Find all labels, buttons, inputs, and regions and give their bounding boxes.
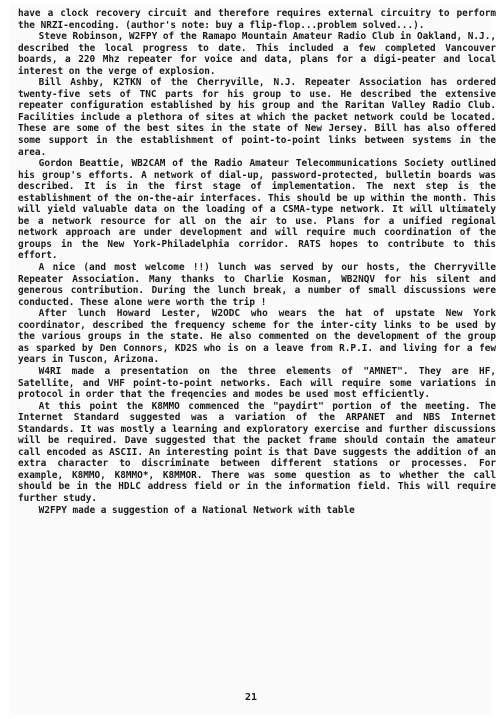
paragraph: Bill Ashby, K2TKN of the Cherryville, N.J. Repeater Association has ordered twenty-five sets of TNC parts for his group to use. He described the extensive repeater configuration established by his group and the Raritan Valley Radio Club. Facilities include a plethora of sites at which the packet network could be located. These are some of the best sites in the state of New Jersey. Bill has also offered some support in the establishment of point-to-point links between systems in the area. — [18, 77, 496, 158]
paragraph: Steve Robinson, W2FPY of the Ramapo Mountain Amateur Radio Club in Oakland, N.J., described the local progress to date. This included a few completed Vancouver boards, a 220 Mhz repeater for voice and data, plans for a digi-peater and local interest on the verge of explosion. — [18, 31, 496, 77]
paragraph: After lunch Howard Lester, W2ODC who wears the hat of upstate New York coordinator, described the frequency scheme for the inter-city links to be used by the various groups in the state. He also commented on the development of the group as sparked by Den Connors, KD2S who is on a leave from R.P.I. and living for a few years in Tuscon, Arizona. — [18, 308, 496, 366]
body-text — [18, 8, 496, 516]
page-number: 21 — [244, 692, 258, 703]
paragraph: have a clock recovery circuit and therefore requires external circuitry to perform the NRZI-encoding. (author's note: buy a flip-flop...problem solved...). — [18, 8, 496, 31]
paragraph: A nice (and most welcome !!) lunch was served by our hosts, the Cherryville Repeater Association. Many thanks to Charlie Kosman, WB2NQV for his silent and generous contribution. During the lunch break, a number of small discussions were conducted. These alone were worth the trip ! — [18, 262, 496, 308]
paragraph: At this point the K8MMO commenced the "paydirt" portion of the meeting. The Internet Standard suggested was a variation of the ARPANET and NBS Internet Standards. It was mostly a learning and exploratory exercise and further discussions will be required. Dave suggested that the packet frame should contain the amateur call encoded as ASCII. An interesting point is that Dave suggests the addition of an extra character to discriminate between different stations or processes. For example, K8MMO, K8MMO*, K8MMOR. There was some question as to whether the call should be in the HDLC address field or in the information field. This will require further study. — [18, 400, 496, 504]
document-page — [10, 4, 496, 715]
paragraph: Gordon Beattie, WB2CAM of the Radio Amateur Telecommunications Society outlined his group's efforts. A network of dial-up, password-protected, bulletin boards was described. It is in the first stage of implementation. The next step is the establishment of the on-the-air interfaces. This should be up within the month. This will yield valuable data on the loading of a CSMA-type network. It will ultimately be a network resource for all on the air to use. Plans for a unified regional network approach are under development and will require much coordination of the groups in the New York-Philadelphia corridor. RATS hopes to contribute to this effort. — [18, 158, 496, 262]
paragraph: W4RI made a presentation on the three elements of "AMNET". They are HF, Satellite, and VHF point-to-point networks. Each will require some variations in protocol in order that the freqencies and modes be used most efficiently. — [18, 365, 496, 401]
paragraph: W2FPY made a suggestion of a National Network with table — [38, 504, 355, 516]
